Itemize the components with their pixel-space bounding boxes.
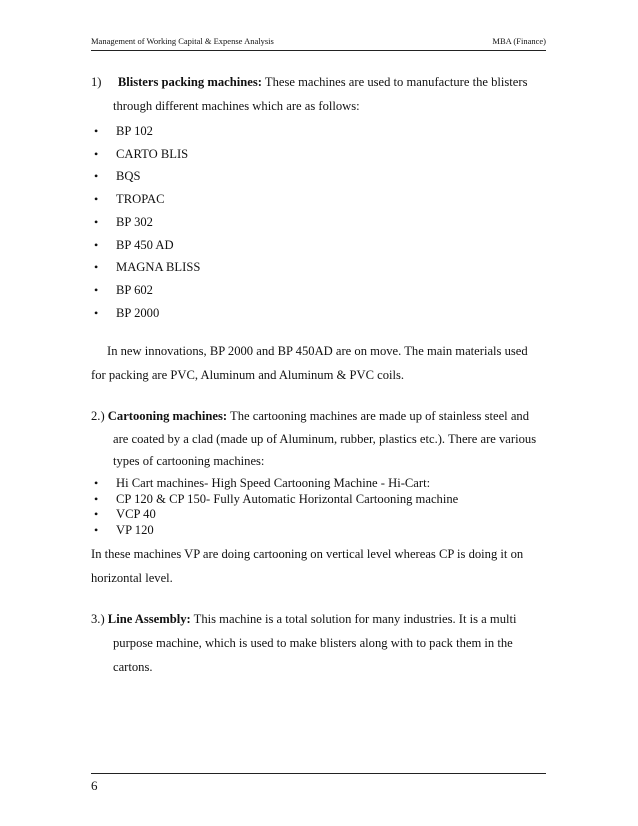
section1-number: 1) — [91, 75, 102, 89]
section1-heading: Blisters packing machines: — [117, 75, 262, 89]
bullet-icon: • — [94, 192, 99, 207]
section2-number: 2.) — [91, 409, 105, 423]
paragraph-1-line2: for packing are PVC, Aluminum and Aluminum & PVC coils. — [91, 368, 405, 382]
list-item-text: BP 302 — [116, 214, 153, 229]
page-header — [91, 36, 546, 51]
bullet-icon: • — [94, 169, 99, 184]
list-item-text: TROPAC — [116, 192, 165, 207]
section3-text-line3: cartons. — [113, 660, 153, 674]
bullet-icon: • — [94, 305, 99, 320]
bullet-icon: • — [94, 124, 99, 138]
bullet-icon: • — [94, 491, 99, 506]
list-item-text: BP 2000 — [116, 305, 160, 320]
list-item-text: BQS — [116, 169, 141, 184]
section1-text-line2: through different machines which are as follows: — [113, 99, 360, 113]
list-item-text: BP 102 — [116, 124, 153, 138]
section2-text-line1: The cartooning machines are made up of stainless steel and — [230, 409, 530, 423]
section3-text-line2: purpose machine, which is used to make blisters along with to pack them in the — [113, 636, 513, 650]
section3-text-line1: This machine is a total solution for many industries. It is a multi — [193, 612, 517, 626]
header-degree: MBA (Finance) — [492, 36, 546, 46]
bullet-icon: • — [94, 237, 99, 252]
list-item-text: CP 120 & CP 150- Fully Automatic Horizontal Cartooning machine — [116, 491, 459, 506]
list-item-text: VCP 40 — [116, 507, 156, 521]
bullet-icon: • — [94, 522, 99, 537]
list-item-text: Hi Cart machines- High Speed Cartooning Machine - Hi-Cart: — [116, 476, 431, 490]
bullet-icon: • — [94, 476, 99, 490]
section2-text-line2: are coated by a clad (made up of Aluminum, rubber, plastics etc.). There are various — [113, 432, 537, 446]
paragraph-1-line1: In new innovations, BP 2000 and BP 450AD are on move. The main materials used — [107, 344, 528, 358]
bullet-icon: • — [94, 214, 99, 229]
section2-text-line3: types of cartooning machines: — [113, 454, 265, 468]
section1-intro — [91, 73, 546, 91]
list-item-text: MAGNA BLISS — [116, 260, 201, 275]
section2-intro — [91, 407, 546, 425]
bullet-icon: • — [94, 146, 99, 161]
section3-number: 3.) — [91, 612, 105, 626]
header-title: Management of Working Capital & Expense Analysis — [91, 36, 274, 46]
bullet-icon: • — [94, 282, 99, 297]
bullet-icon: • — [94, 260, 99, 275]
footer-rule — [91, 773, 546, 774]
list-item-text: CARTO BLIS — [116, 146, 189, 161]
bullet-icon: • — [94, 507, 99, 521]
paragraph-2-line1: In these machines VP are doing cartooning on vertical level whereas CP is doing it on — [91, 547, 524, 561]
list-item-text: VP 120 — [116, 522, 154, 537]
section2-heading: Cartooning machines: — [107, 409, 228, 423]
list-item-text: BP 450 AD — [116, 237, 174, 252]
page-number: 6 — [91, 778, 98, 793]
section3-heading: Line Assembly: — [107, 612, 191, 626]
section1-text-line1: These machines are used to manufacture the blisters — [264, 75, 528, 89]
section3-intro — [91, 610, 546, 628]
list-item-text: BP 602 — [116, 282, 153, 297]
paragraph-2-line2: horizontal level. — [91, 571, 173, 585]
